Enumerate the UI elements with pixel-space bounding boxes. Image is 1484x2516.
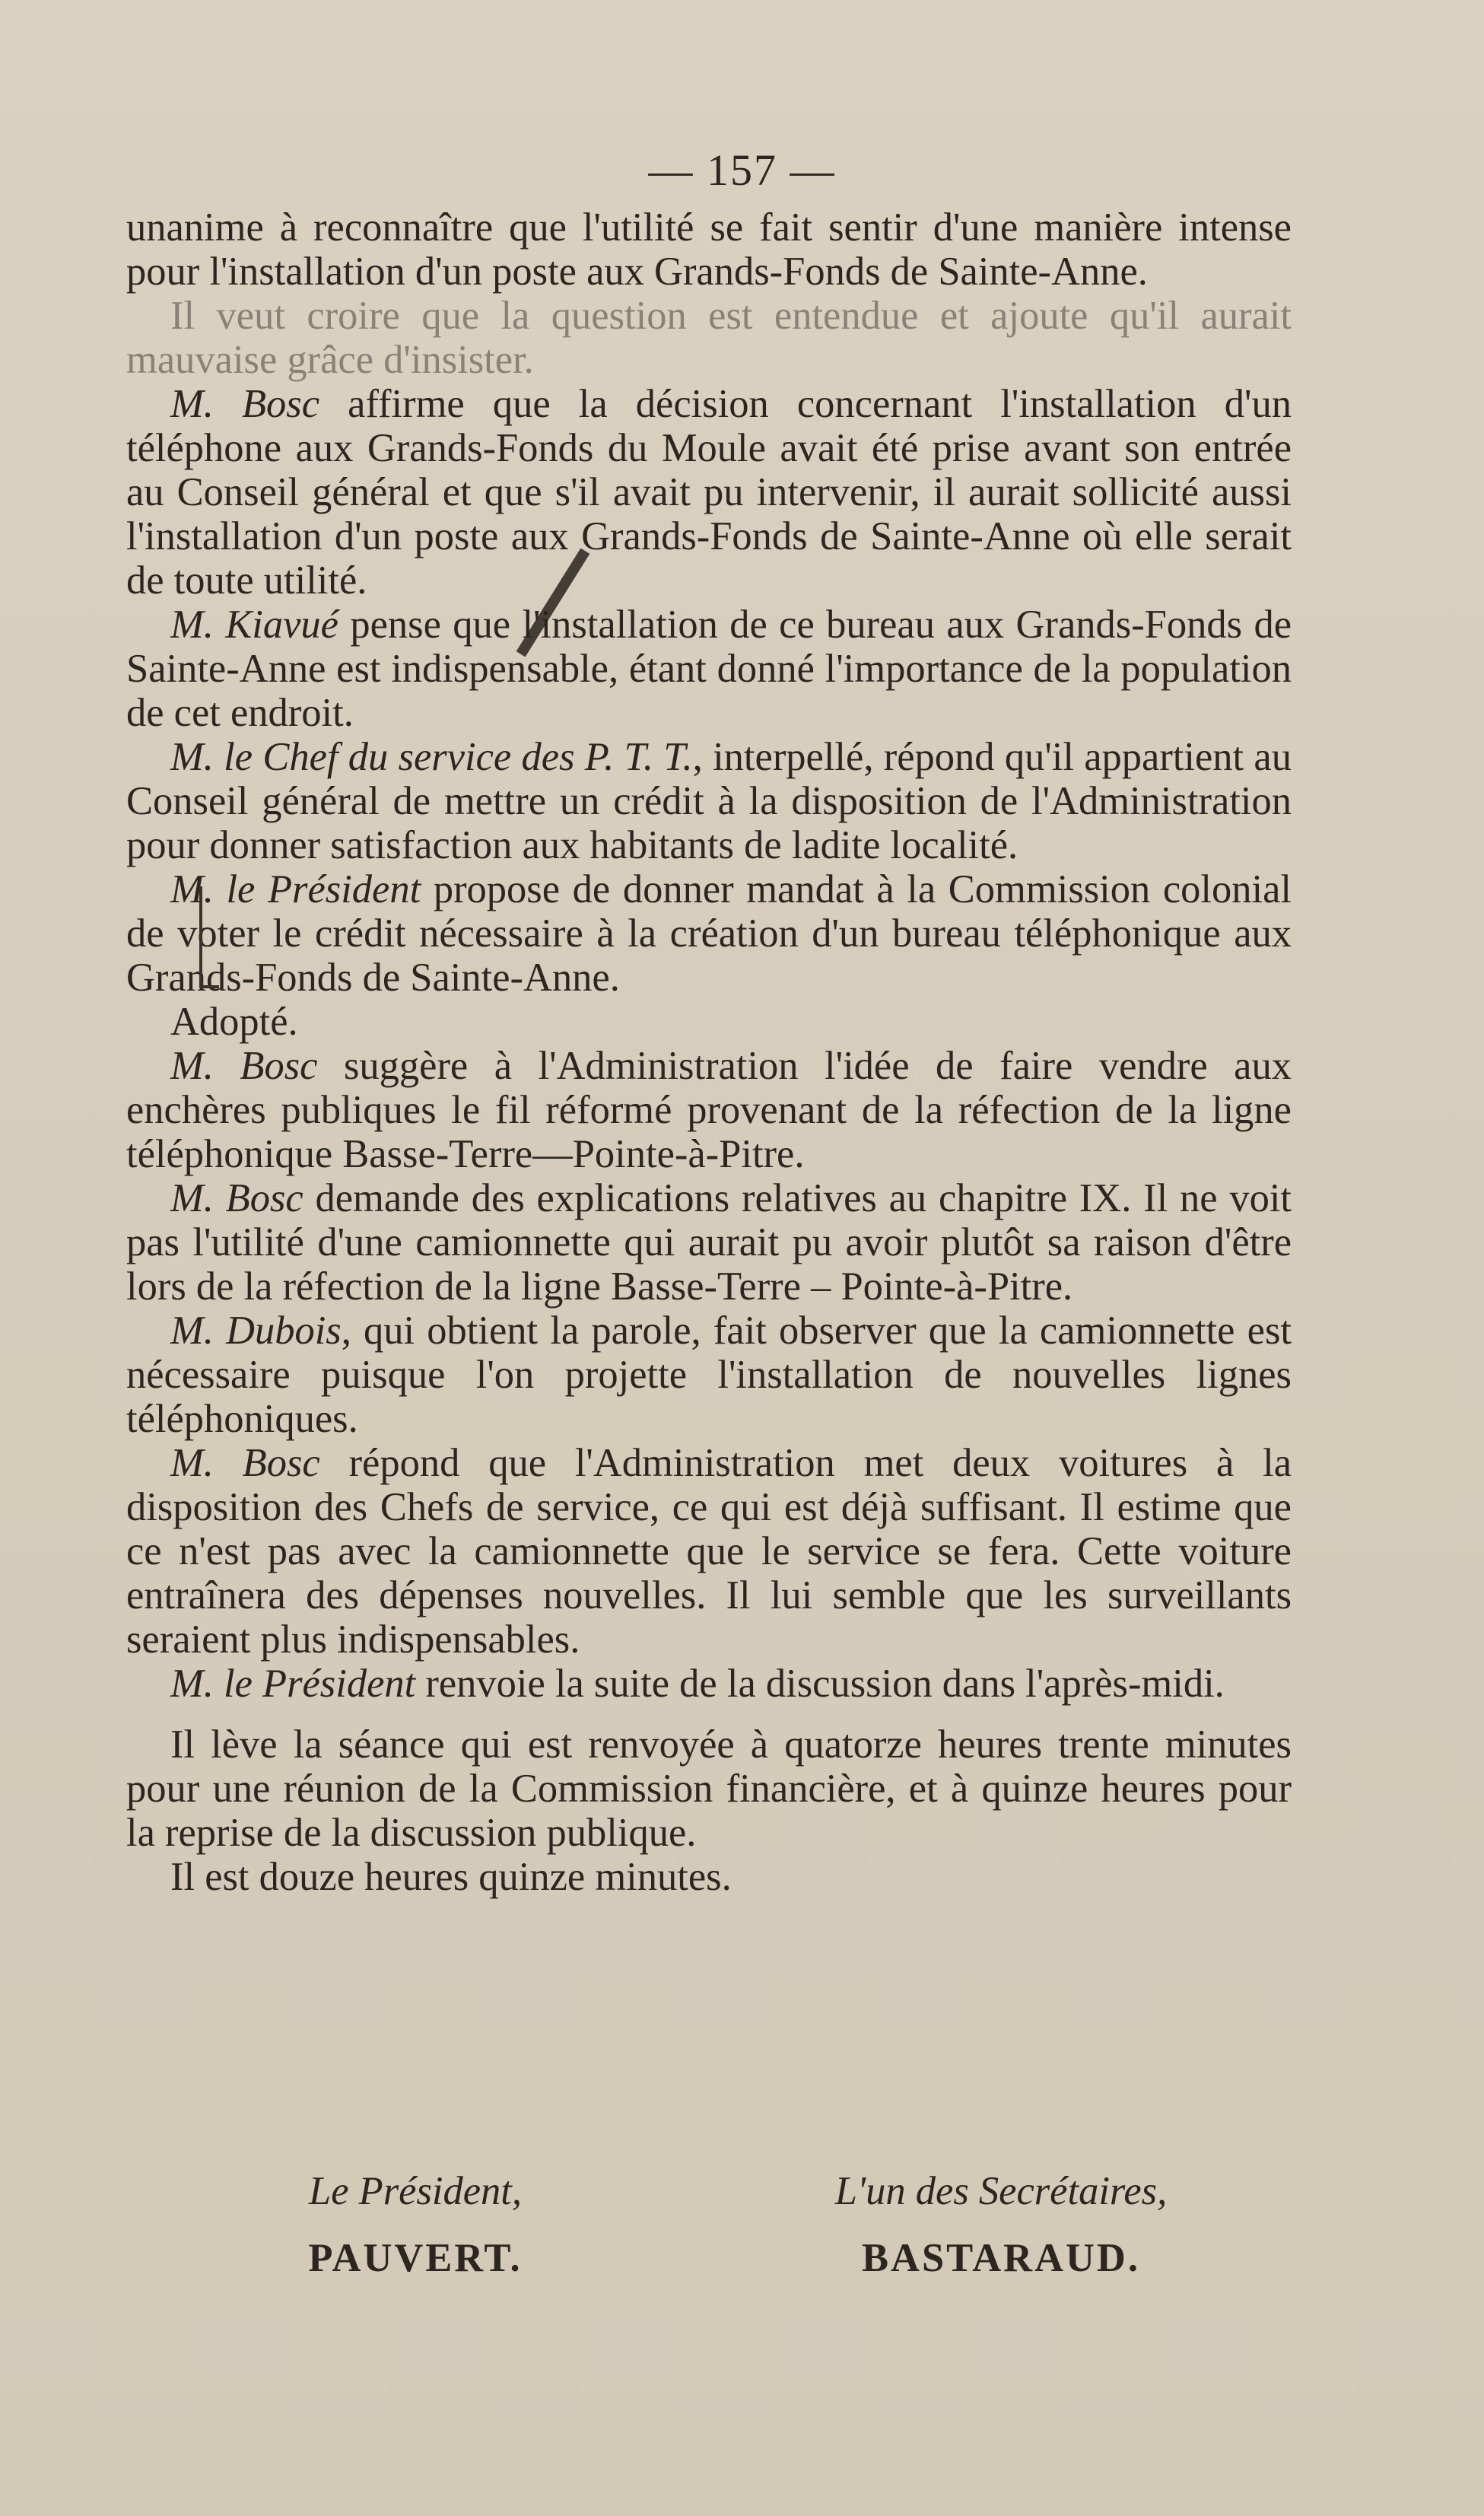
paragraph: M. le Chef du service des P. T. T., interpellé, répond qu'il appartient au Conseil général de mettre un crédit à la disposition de l'Administration pour donner satisfaction aux habitants de ladite localité.: [126, 735, 1292, 867]
speaker-name: M. Bosc: [170, 382, 320, 426]
page-number: — 157 —: [648, 145, 836, 195]
paragraph: M. Dubois, qui obtient la parole, fait observer que la camionnette est nécessaire puisque l'on projette l'installation de nouvelles lignes téléphoniques.: [126, 1309, 1292, 1441]
paragraph: Il est douze heures quinze minutes.: [170, 1855, 732, 1899]
speaker-name: M. Kiavué: [170, 603, 338, 647]
paragraph: M. Bosc répond que l'Administration met deux voitures à la disposition des Chefs de service, ce qui est déjà suffisant. Il estime que ce n'est pas avec la camionnette que le service se fera. Cette voiture entraînera des dépenses nouvelles. Il lui semble que les surveillants seraient plus indispensables.: [126, 1441, 1292, 1662]
margin-bracket-mark: [199, 886, 219, 988]
signature-secretary: [765, 2165, 1237, 2285]
paragraph: M. le Président propose de donner mandat à la Commission colonial de voter le crédit nécessaire à la création d'un bureau téléphonique aux Grands-Fonds de Sainte-Anne.: [126, 867, 1292, 1000]
paragraph: Il veut croire que la question est entendue et ajoute qu'il aurait mauvaise grâce d'insister.: [126, 294, 1292, 382]
paragraph: M. Bosc demande des explications relatives au chapitre IX. Il ne voit pas l'utilité d'une camionnette qui aurait pu avoir plutôt sa raison d'être lors de la réfection de la ligne Basse-Terre – Pointe-à-Pitre.: [126, 1176, 1292, 1309]
paragraph: Adopté.: [170, 1000, 298, 1044]
signature-name: BASTARAUD.: [862, 2236, 1140, 2280]
paragraph: M. Bosc affirme que la décision concernant l'installation d'un téléphone aux Grands-Fonds du Moule avait été prise avant son entrée au Conseil général et que s'il avait pu intervenir, il aurait sollicité aussi l'installation d'un poste aux Grands-Fonds de Sainte-Anne où elle serait de toute utilité.: [126, 382, 1292, 603]
speaker-name: M. Bosc: [170, 1044, 318, 1088]
body-text: [126, 205, 1292, 1899]
speaker-name: M. le Président: [170, 1662, 416, 1706]
signature-title: Le Président,: [309, 2169, 522, 2213]
paragraph: M. Bosc suggère à l'Administration l'idée de faire vendre aux enchères publiques le fil réformé provenant de la réfection de la ligne téléphonique Basse-Terre—Pointe-à-Pitre.: [126, 1044, 1292, 1176]
paragraph: unanime à reconnaître que l'utilité se fait sentir d'une manière intense pour l'installation d'un poste aux Grands-Fonds de Sainte-Anne.: [126, 205, 1292, 294]
signature-title: L'un des Secrétaires,: [834, 2169, 1168, 2213]
speaker-name: M. Dubois: [170, 1309, 342, 1353]
signature-name: PAUVERT.: [308, 2236, 523, 2280]
speaker-name: M. Bosc: [170, 1176, 303, 1220]
signature-president: [218, 2165, 613, 2285]
speaker-name: M. le Président: [170, 867, 421, 911]
speaker-name: M. Bosc: [170, 1441, 320, 1485]
paragraph: Il lève la séance qui est renvoyée à quatorze heures trente minutes pour une réunion de la Commission financière, et à quinze heures pour la reprise de la discussion publique.: [126, 1722, 1292, 1855]
paragraph: M. Kiavué pense que l'installation de ce bureau aux Grands-Fonds de Sainte-Anne est indispensable, étant donné l'importance de la population de cet endroit.: [126, 603, 1292, 735]
paragraph: M. le Président renvoie la suite de la discussion dans l'après-midi.: [170, 1662, 1225, 1706]
speaker-name: M. le Chef du service des P. T. T.: [170, 735, 693, 779]
